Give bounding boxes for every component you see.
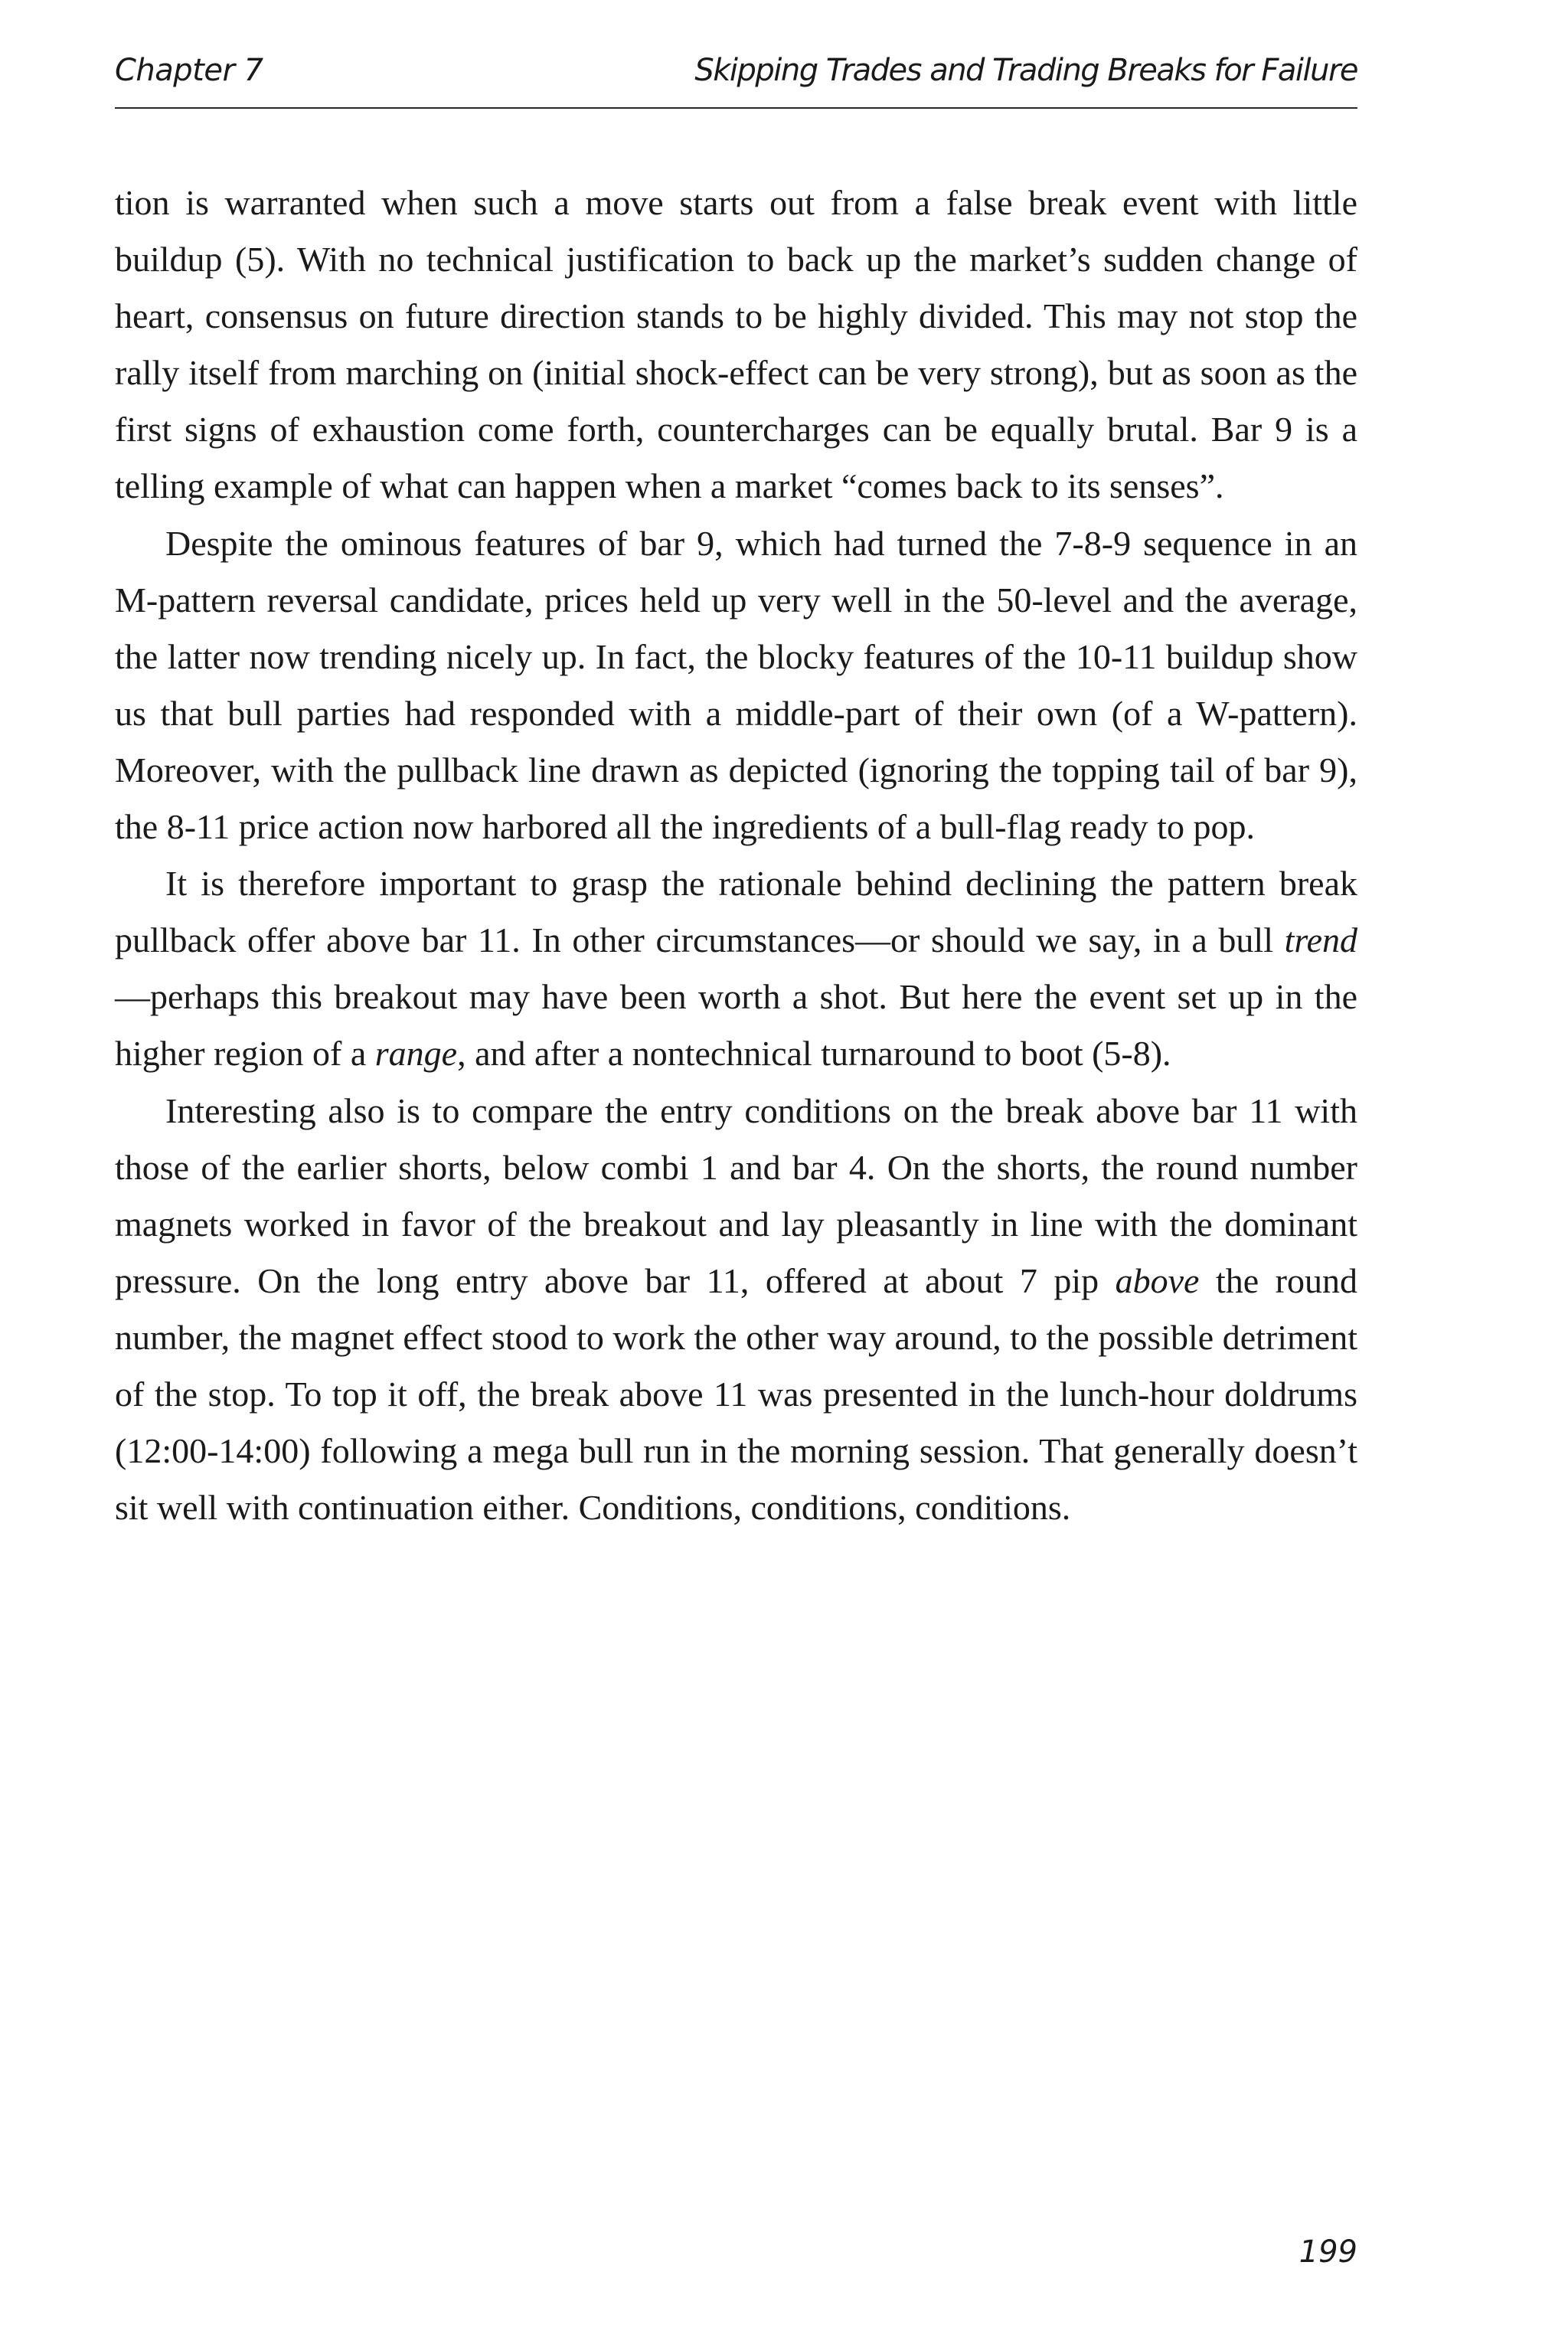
emphasis-range: range xyxy=(374,1034,458,1074)
page-header xyxy=(115,47,1357,109)
chapter-title: Skipping Trades and Trading Breaks for Failure xyxy=(694,53,1357,88)
body-text xyxy=(115,175,1357,1536)
page-number: 199 xyxy=(1298,2234,1357,2270)
paragraph-1: tion is warranted when such a move starts out from a false break event with little buildup (5). With no technical justification to back up the market’s sudden change of heart, consensus on future direction stands to be highly divided. This may not stop the rally itself from marching on (initial shock-effect can be very strong), but as soon as the first signs of exhaustion come forth, countercharges can be equally brutal. Bar 9 is a telling example of what can happen when a market “comes back to its senses”. xyxy=(115,183,1357,506)
paragraph-3-text-c: , and after a nontechnical turnaround to boot (5-8). xyxy=(457,1034,1171,1074)
chapter-label: Chapter 7 xyxy=(115,53,263,88)
paragraph-4-text-b: the round number, the magnet effect stood to work the other way around, to the possible detriment of the stop. To top it off, the break above 11 was presented in the lunch-hour doldrums (12:00-14:00) following a mega bull run in the morning session. That generally doesn’t sit well with continuation either. Conditions, conditions, conditions. xyxy=(115,1260,1358,1528)
emphasis-above: above xyxy=(1115,1260,1200,1300)
paragraph-3 xyxy=(115,855,1357,1082)
emphasis-trend: trend xyxy=(1284,920,1357,960)
paragraph-3-text-b: —perhaps this breakout may have been worth a shot. But here the event set up in the higher region of a xyxy=(115,977,1357,1074)
paragraph-4 xyxy=(115,1083,1357,1537)
paragraph-4-text-a: Interesting also is to compare the entry conditions on the break above bar 11 with those of the earlier shorts, below combi 1 and bar 4. On the shorts, the round number magnets worked in favor of the breakout and lay pleasantly in line with the dominant pressure. On the long entry above bar 11, offered at about 7 pip xyxy=(115,1090,1357,1300)
paragraph-2: Despite the ominous features of bar 9, which had turned the 7-8-9 sequence in an M-pattern reversal candidate, prices held up very well in the 50-level and the average, the latter now trending nicely up. In fact, the blocky features of the 10-11 buildup show us that bull parties had responded with a middle-part of their own (of a W-pattern). Moreover, with the pullback line drawn as depicted (ignoring the topping tail of bar 9), the 8-11 price action now harbored all the ingredients of a bull-flag ready to pop. xyxy=(115,523,1357,847)
paragraph-3-text-a: It is therefore important to grasp the rationale behind declining the pattern break pullback offer above bar 11. In other circumstances—or should we say, in a bull xyxy=(115,864,1357,960)
